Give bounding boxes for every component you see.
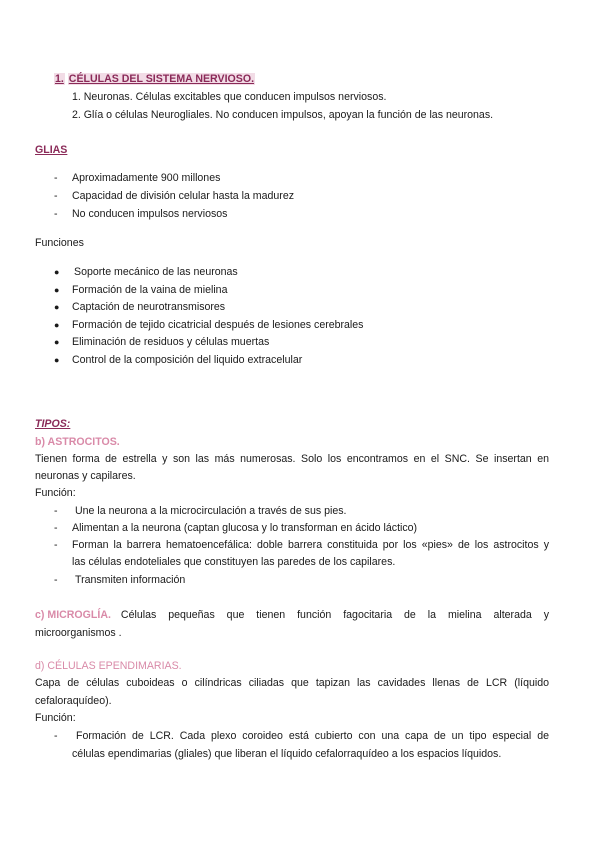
ependimarias-function: Formación de LCR. Cada plexo coroideo está cubierto con una capa de un tipo especial de — [76, 730, 549, 742]
astrocitos-function: Transmiten información — [75, 574, 186, 586]
dash-marker: - — [54, 190, 58, 202]
astrocitos-description-cont: neuronas y capilares. — [35, 470, 136, 482]
microglia-paragraph — [35, 609, 549, 621]
astrocitos-title: b) ASTROCITOS. — [35, 436, 120, 448]
dash-marker: - — [54, 505, 58, 517]
bullet-marker: ● — [54, 285, 60, 295]
astrocitos-function: Une la neurona a la microcirculación a través de sus pies. — [75, 505, 347, 517]
dash-marker: - — [54, 574, 58, 586]
dash-marker: - — [54, 730, 58, 742]
bullet-marker: ● — [54, 337, 60, 347]
tipos-heading: TIPOS: — [35, 418, 71, 430]
glias-function: Eliminación de residuos y células muertas — [72, 336, 270, 348]
glias-function: Formación de tejido cicatricial después de lesiones cerebrales — [72, 319, 364, 331]
bullet-marker: ● — [54, 267, 60, 277]
section-1-item: 2. Glía o células Neurogliales. No conducen impulsos, apoyan la función de las neuronas. — [72, 109, 494, 121]
glias-function: Soporte mecánico de las neuronas — [74, 266, 238, 278]
bullet-marker: ● — [54, 355, 60, 365]
glias-fact: Aproximadamente 900 millones — [72, 172, 221, 184]
bullet-marker: ● — [54, 320, 60, 330]
glias-heading: GLIAS — [35, 144, 68, 156]
glias-function: Control de la composición del liquido extracelular — [72, 354, 303, 366]
functions-label: Funciones — [35, 237, 84, 249]
glias-fact: Capacidad de división celular hasta la madurez — [72, 190, 295, 202]
ependimarias-title: d) CÉLULAS EPENDIMARIAS. — [35, 660, 182, 672]
section-1-title: CÉLULAS DEL SISTEMA NERVIOSO. — [68, 73, 255, 85]
section-1-number: 1. — [55, 73, 64, 85]
ependimarias-description-cont: cefaloraquídeo). — [35, 695, 112, 707]
astrocitos-description: Tienen forma de estrella y son las más numerosas. Solo los encontramos en el SNC. Se insertan en — [35, 453, 549, 465]
astrocitos-function: Alimentan a la neurona (captan glucosa y lo transforman en ácido láctico) — [72, 522, 418, 534]
astrocitos-function: Forman la barrera hematoencefálica: doble barrera constituida por los «pies» de los astrocitos y — [72, 539, 549, 551]
ependimarias-function-label: Función: — [35, 712, 76, 724]
section-1-heading — [54, 73, 255, 85]
section-1-item: 1. Neuronas. Células excitables que conducen impulsos nerviosos. — [72, 91, 387, 103]
ependimarias-description: Capa de células cuboideas o cilíndricas ciliadas que tapizan las cavidades llenas de LCR (líquido — [35, 677, 549, 689]
microglia-description: Células pequeñas que tienen función fagocitaria de la mielina alterada y — [120, 609, 549, 621]
glias-fact: No conducen impulsos nerviosos — [72, 208, 228, 220]
bullet-marker: ● — [54, 302, 60, 312]
glias-function: Formación de la vaina de mielina — [72, 284, 228, 296]
astrocitos-function-cont: las células endoteliales que constituyen las paredes de los capilares. — [72, 556, 396, 568]
astrocitos-function-label: Función: — [35, 487, 76, 499]
ependimarias-function-cont: células ependimarias (gliales) que liberan el líquido cefalorraquídeo a los espacios líquidos. — [72, 748, 502, 760]
microglia-description-cont: microorganismos . — [35, 627, 122, 639]
dash-marker: - — [54, 522, 58, 534]
dash-marker: - — [54, 172, 58, 184]
dash-marker: - — [54, 208, 58, 220]
glias-function: Captación de neurotransmisores — [72, 301, 226, 313]
dash-marker: - — [54, 539, 58, 551]
microglia-title: c) MICROGLÍA. — [35, 609, 111, 621]
